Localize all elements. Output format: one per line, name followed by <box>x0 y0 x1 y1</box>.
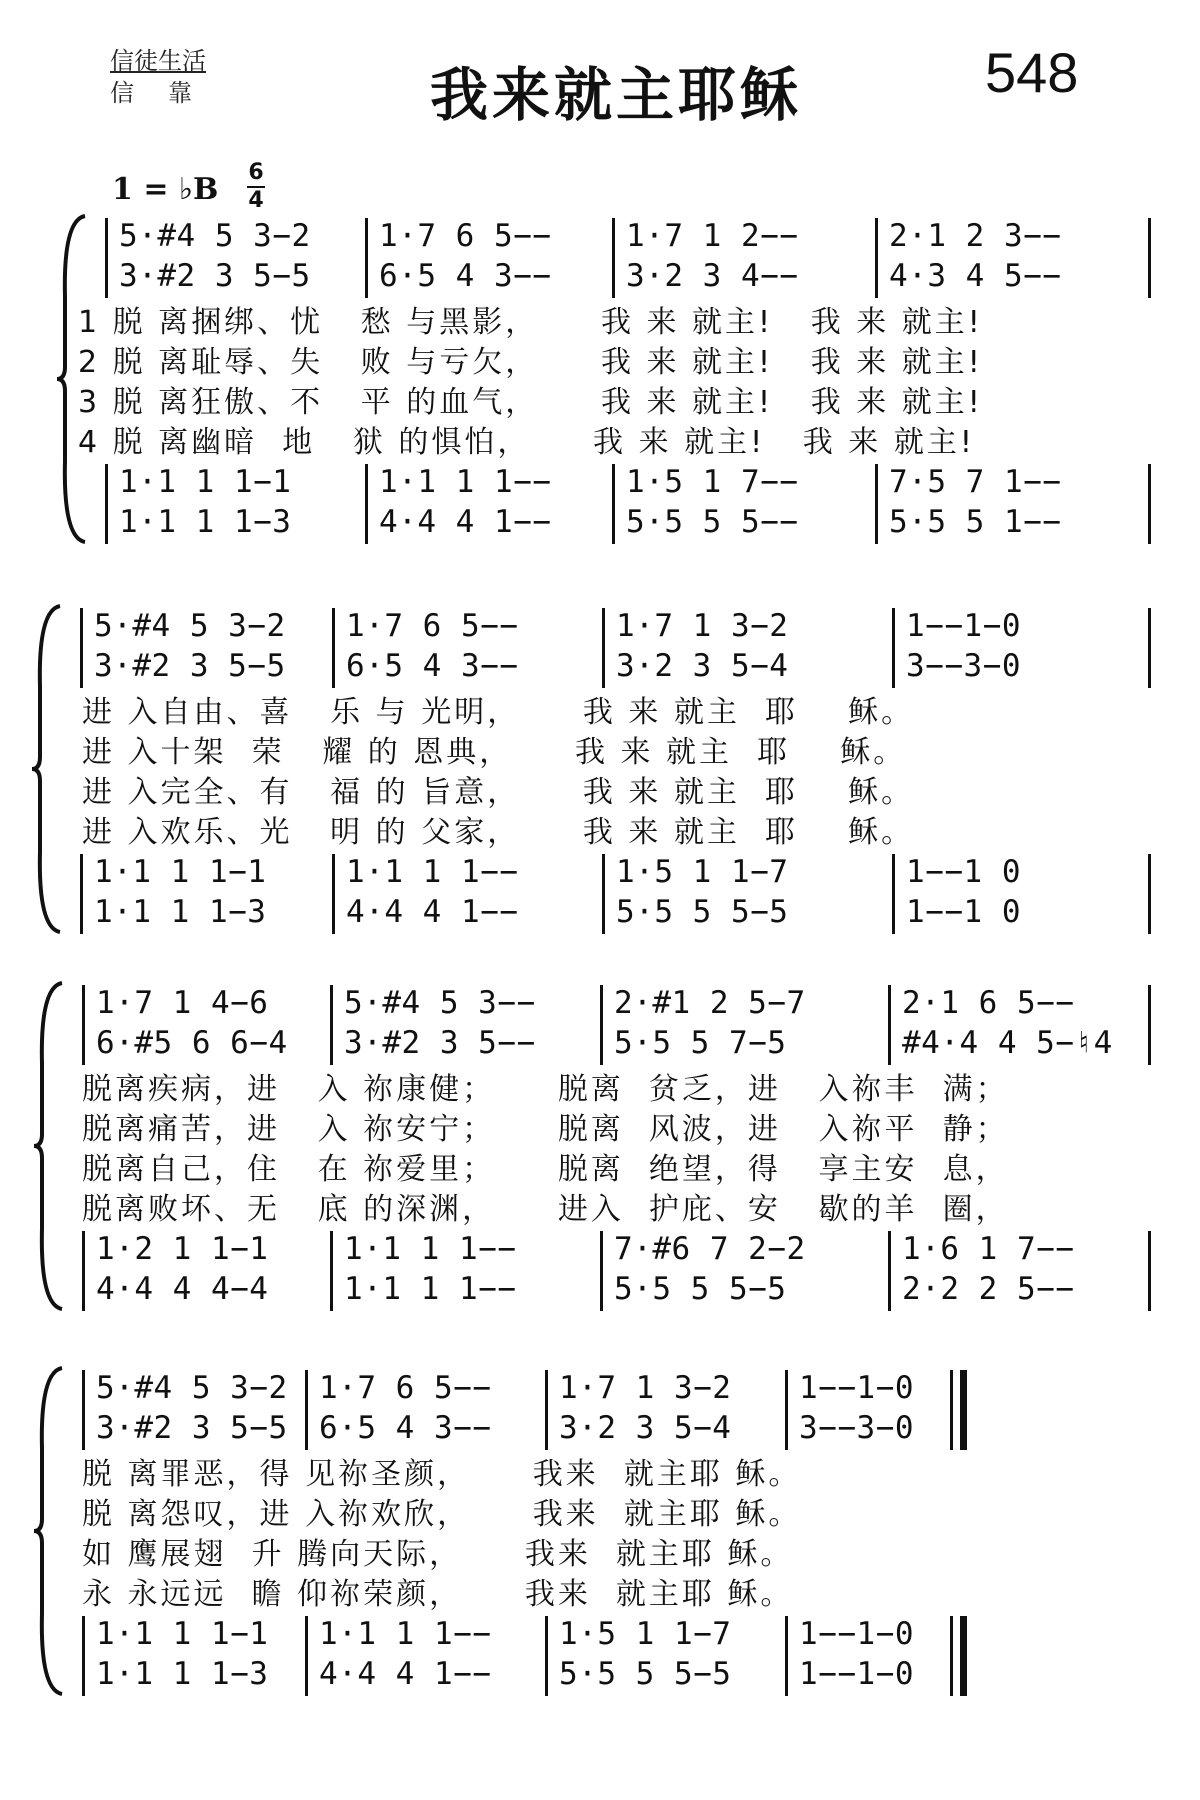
measure-2: 1·1 1 1−− <box>379 464 552 500</box>
measure-1: 3·#2 3 5−5 <box>96 1410 288 1446</box>
measure-4: 1−−1 0 <box>906 854 1021 890</box>
measure-4: 1·6 1 7−− <box>902 1231 1075 1267</box>
measure-1: 3·#2 3 5−5 <box>94 648 286 684</box>
measure-2: 1·1 1 1−− <box>344 1231 517 1267</box>
measure-2: 1·1 1 1−− <box>346 854 519 890</box>
measure-3: 1·5 1 1−7 <box>616 854 789 890</box>
measure-2: 1·7 6 5−− <box>346 608 519 644</box>
measure-4: 3−−3−0 <box>799 1410 914 1446</box>
measure-4: 4·3 4 5−− <box>889 258 1062 294</box>
measure-1: 1·1 1 1−1 <box>119 464 292 500</box>
measure-4: 1−−1−0 <box>799 1616 914 1652</box>
measure-4: 5·5 5 1−− <box>889 504 1062 540</box>
measure-1: 5·#4 5 3−2 <box>96 1370 288 1406</box>
soprano-row <box>0 608 1200 644</box>
measure-2: 1·7 6 5−− <box>319 1370 492 1406</box>
key-signature: 1 = ♭B <box>112 172 219 207</box>
lyric-verse-1: 进 入自由、喜 乐 与 光明， 我 来 就主 耶 稣。 <box>82 695 915 730</box>
measure-2: 4·4 4 1−− <box>319 1656 492 1692</box>
alto-row <box>0 1410 1200 1446</box>
lyric-verse-2: 2 脱 离耻辱、失 败 与亏欠， 我 来 就主! 我 来 就主! <box>78 345 983 380</box>
measure-1: 3·#2 3 5−5 <box>119 258 311 294</box>
lyric-verse-2: 脱离痛苦，进 入 祢安宁； 脱离 风波，进 入祢平 静； <box>82 1112 1009 1147</box>
lyric-verse-4: 进 入欢乐、光 明 的 父家， 我 来 就主 耶 稣。 <box>82 815 915 850</box>
tenor-row <box>0 464 1200 500</box>
measure-4: 1−−1−0 <box>799 1656 914 1692</box>
measure-1: 1·2 1 1−1 <box>96 1231 269 1267</box>
lyric-verse-1: 脱离疾病，进 入 祢康健； 脱离 贫乏，进 入祢丰 满； <box>82 1072 1009 1107</box>
measure-4: 2·1 2 3−− <box>889 218 1062 254</box>
measure-2: 1·1 1 1−− <box>319 1616 492 1652</box>
measure-1: 1·1 1 1−1 <box>96 1616 269 1652</box>
measure-3: 3·2 3 5−4 <box>616 648 789 684</box>
soprano-row <box>0 985 1200 1021</box>
measure-4: 1−−1−0 <box>799 1370 914 1406</box>
lyric-verse-2: 脱 离怨叹，进 入祢欢欣， 我来 就主耶 稣。 <box>82 1497 802 1532</box>
measure-1: 4·4 4 4−4 <box>96 1271 269 1307</box>
measure-4: 3−−3−0 <box>906 648 1021 684</box>
measure-4: 7·5 7 1−− <box>889 464 1062 500</box>
measure-3: 3·2 3 4−− <box>626 258 799 294</box>
measure-2: 1·1 1 1−− <box>344 1271 517 1307</box>
measure-4: 1−−1−0 <box>906 608 1021 644</box>
measure-1: 5·#4 5 3−2 <box>94 608 286 644</box>
time-signature-bottom: 4 <box>248 188 264 213</box>
bass-row <box>0 894 1200 930</box>
measure-2: 4·4 4 1−− <box>379 504 552 540</box>
lyric-verse-4: 永 永远远 瞻 仰祢荣颜， 我来 就主耶 稣。 <box>82 1577 794 1612</box>
time-signature-top: 6 <box>248 160 264 185</box>
soprano-row <box>0 1370 1200 1406</box>
measure-2: 6·5 4 3−− <box>319 1410 492 1446</box>
measure-3: 5·5 5 5−5 <box>616 894 789 930</box>
bass-row <box>0 504 1200 540</box>
measure-4: 1−−1 0 <box>906 894 1021 930</box>
measure-2: 1·7 6 5−− <box>379 218 552 254</box>
alto-row <box>0 258 1200 294</box>
measure-2: 6·5 4 3−− <box>379 258 552 294</box>
lyric-verse-3: 进 入完全、有 福 的 旨意， 我 来 就主 耶 稣。 <box>82 775 915 810</box>
lyric-verse-3: 如 鹰展翅 升 腾向天际， 我来 就主耶 稣。 <box>82 1537 794 1572</box>
lyric-verse-4: 4 脱 离幽暗 地 狱 的惧怕， 我 来 就主! 我 来 就主! <box>78 425 975 460</box>
system-4 <box>0 1370 1200 1710</box>
measure-3: 7·#6 7 2−2 <box>614 1231 806 1267</box>
lyric-verse-2: 进 入十架 荣 耀 的 恩典， 我 来 就主 耶 稣。 <box>82 735 907 770</box>
system-3 <box>0 985 1200 1325</box>
category-secondary: 信靠 <box>110 79 226 107</box>
alto-row <box>0 1025 1200 1061</box>
measure-3: 1·5 1 1−7 <box>559 1616 732 1652</box>
measure-3: 3·2 3 5−4 <box>559 1410 732 1446</box>
measure-1: 1·1 1 1−1 <box>94 854 267 890</box>
bass-row <box>0 1271 1200 1307</box>
soprano-row <box>0 218 1200 254</box>
tenor-row <box>0 1616 1200 1652</box>
measure-2: 5·#4 5 3−− <box>344 985 536 1021</box>
measure-3: 5·5 5 7−5 <box>614 1025 787 1061</box>
measure-1: 1·1 1 1−3 <box>94 894 267 930</box>
measure-4: 2·2 2 5−− <box>902 1271 1075 1307</box>
system-2 <box>0 608 1200 948</box>
tenor-row <box>0 1231 1200 1267</box>
category-primary: 信徒生活 <box>110 47 206 75</box>
tenor-row <box>0 854 1200 890</box>
lyric-verse-1: 脱 离罪恶，得 见祢圣颜， 我来 就主耶 稣。 <box>82 1457 802 1492</box>
measure-1: 5·#4 5 3−2 <box>119 218 311 254</box>
measure-3: 2·#1 2 5−7 <box>614 985 806 1021</box>
lyric-verse-1: 1 脱 离捆绑、忧 愁 与黑影， 我 来 就主! 我 来 就主! <box>78 305 983 340</box>
system-1 <box>0 218 1200 558</box>
hymn-title: 我来就主耶稣 <box>430 61 803 129</box>
measure-1: 1·1 1 1−3 <box>119 504 292 540</box>
measure-1: 1·1 1 1−3 <box>96 1656 269 1692</box>
measure-3: 1·7 1 2−− <box>626 218 799 254</box>
bass-row <box>0 1656 1200 1692</box>
measure-1: 6·#5 6 6−4 <box>96 1025 288 1061</box>
measure-4: #4·4 4 5−♮4 <box>902 1025 1113 1061</box>
measure-3: 5·5 5 5−5 <box>614 1271 787 1307</box>
measure-2: 4·4 4 1−− <box>346 894 519 930</box>
lyric-verse-3: 脱离自己，住 在 祢爱里； 脱离 绝望，得 享主安 息， <box>82 1152 1009 1187</box>
lyric-verse-4: 脱离败坏、无 底 的深渊， 进入 护庇、安 歇的羊 圈， <box>82 1192 1009 1227</box>
measure-2: 6·5 4 3−− <box>346 648 519 684</box>
hymn-number: 548 <box>985 41 1079 104</box>
measure-1: 1·7 1 4−6 <box>96 985 269 1021</box>
alto-row <box>0 648 1200 684</box>
measure-3: 1·7 1 3−2 <box>616 608 789 644</box>
measure-3: 1·5 1 7−− <box>626 464 799 500</box>
measure-3: 5·5 5 5−− <box>626 504 799 540</box>
measure-3: 1·7 1 3−2 <box>559 1370 732 1406</box>
measure-4: 2·1 6 5−− <box>902 985 1075 1021</box>
lyric-verse-3: 3 脱 离狂傲、不 平 的血气， 我 来 就主! 我 来 就主! <box>78 385 983 420</box>
measure-2: 3·#2 3 5−− <box>344 1025 536 1061</box>
measure-3: 5·5 5 5−5 <box>559 1656 732 1692</box>
